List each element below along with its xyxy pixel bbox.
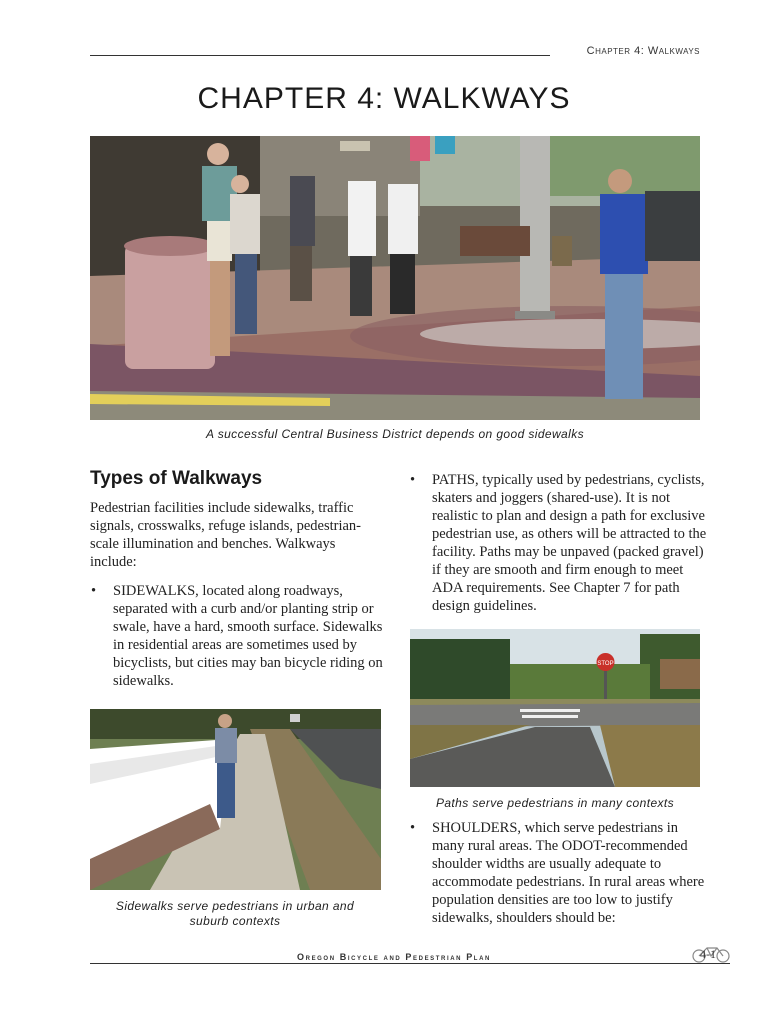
bullet-shoulders-text: SHOULDERS, which serve pedestrians in many rural areas. The ODOT-recommended shoulder widths are usually adequate to accommodate pedestrians. In rural areas where population densities are too low to justify sidewalks, shoulders should be: [432,820,705,926]
page-title: CHAPTER 4: WALKWAYS [197,82,571,115]
path-photo [410,629,700,787]
path-photo-caption: Paths serve pedestrians in many contexts [435,796,675,810]
footer-title: Oregon Bicycle and Pedestrian Plan [297,952,491,962]
sidewalk-photo-caption: Sidewalks serve pedestrians in urban and suburb contexts [115,899,355,928]
intro-paragraph: Pedestrian facilities include sidewalks, traffic signals, crosswalks, refuge islands, pedestrian-scale illumination and benches. Walkways include: [90,500,362,570]
bullet-sidewalks [91,582,385,690]
header-rule [90,55,550,56]
bullet-dot: • [410,820,416,836]
main-photo-caption: A successful Central Business District depends on good sidewalks [206,427,584,441]
footer-rule [90,963,730,964]
bullet-paths-text: PATHS, typically used by pedestrians, cyclists, skaters and joggers (shared-use). It is not realistic to plan and design a path for exclusive pedestrian use, as others will be attracted to the facility. Paths may be unpaved (packed gravel) if they are smooth and firm enough to meet ADA requirements. See Chapter 7 for path design guidelines. [432,472,707,614]
section-heading: Types of Walkways [90,468,263,489]
bullet-sidewalks-text: SIDEWALKS, located along roadways, separated with a curb and/or planting strip or swale, have a hard, smooth surface. Sidewalks in residential areas are sometimes used by bicyclists, but cities may ban bicycle riding on sidewalks. [113,583,383,689]
sidewalk-photo [90,709,381,890]
bullet-shoulders [410,819,707,927]
bullet-dot: • [410,472,416,488]
stop-sign-text: STOP [597,661,614,667]
page-number: 4-1 [700,947,716,961]
bullet-paths [410,471,707,615]
bullet-dot: • [91,583,97,599]
running-header: Chapter 4: Walkways [586,45,700,57]
main-photo [90,136,700,420]
